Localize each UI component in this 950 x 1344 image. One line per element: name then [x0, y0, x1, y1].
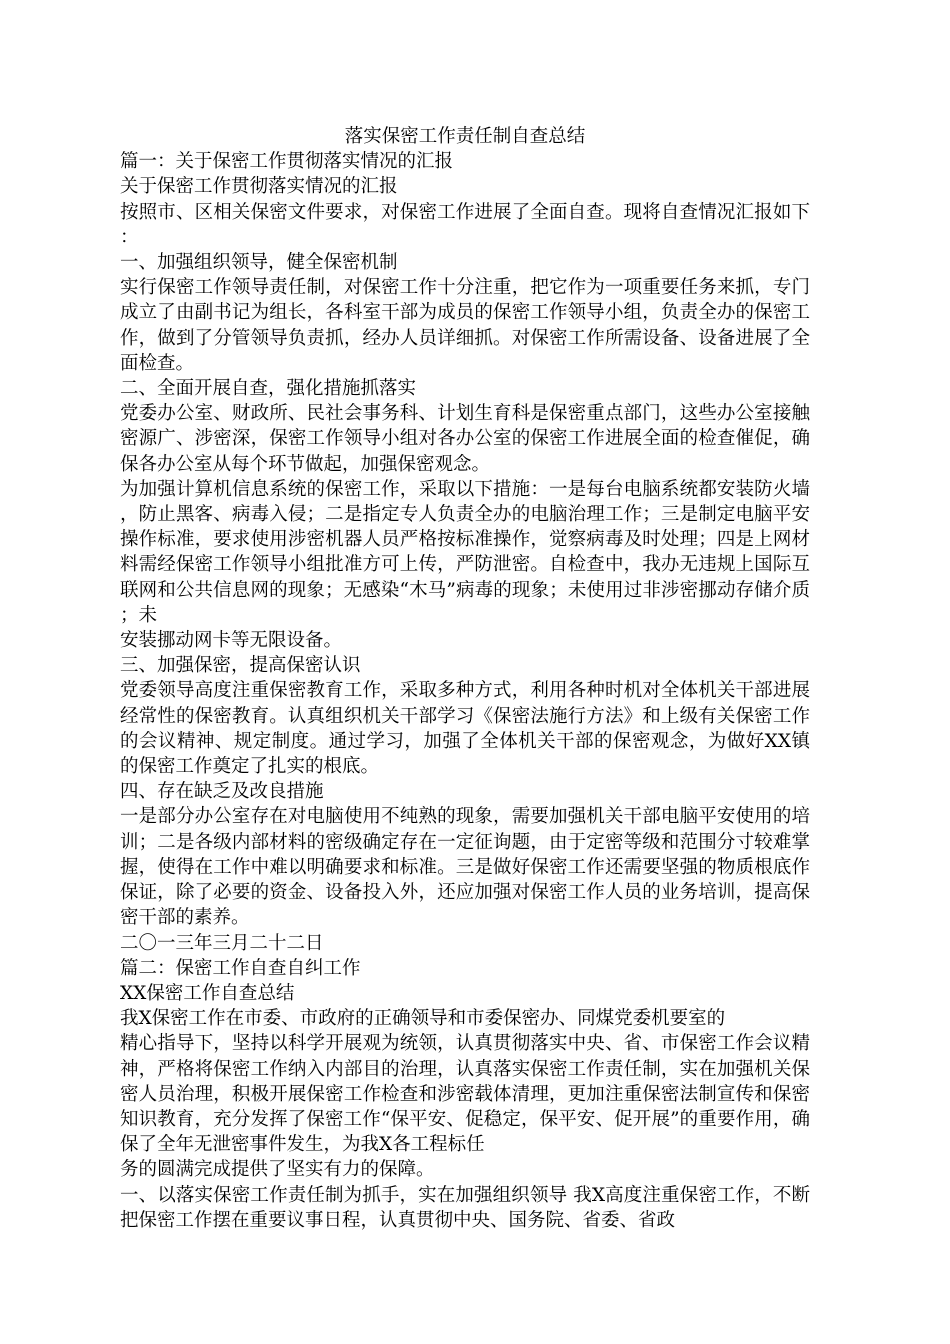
section-heading-4: 四、存在缺乏及改良措施: [120, 781, 324, 803]
paragraph-intro: 按照市、区相关保密文件要求，对保密工作进展了全面自查。现将自查情况汇报如下：: [120, 201, 810, 248]
paragraph-section-1: 实行保密工作领导责任制，对保密工作十分注重，把它作为一项重要任务来抓，专门成立了由副书记为组长，各科室干部为成员的保密工作领导小组，负责全办的保密工作，做到了分管领导负责抓，经办人员详细抓。对保密工作所需设备、设备进展了全面检查。: [120, 277, 810, 374]
section-heading-1: 一、加强组织领导，健全保密机制: [120, 252, 398, 274]
paragraph-report-title: 关于保密工作贯彻落实情况的汇报: [120, 176, 398, 198]
paragraph-section-2c: 安装挪动网卡等无限设备。: [120, 630, 343, 652]
paragraph-part1-heading: 篇一：关于保密工作贯彻落实情况的汇报: [120, 151, 454, 173]
paragraph-section-2a: 党委办公室、财政所、民社会事务科、计划生育科是保密重点部门，这些办公室接触密源广、涉密深，保密工作领导小组对各办公室的保密工作进展全面的检查催促，确保各办公室从每个环节做起，加强保密观念。: [120, 403, 810, 475]
document-title: 落实保密工作责任制自查总结: [344, 126, 586, 147]
paragraph-part2-heading: 篇二：保密工作自查自纠工作: [120, 957, 361, 979]
paragraph-part2-line1: 我X保密工作在市委、市政府的正确领导和市委保密办、同煤党委机要室的: [120, 1008, 726, 1030]
paragraph-part2-end: 务的圆满完成提供了坚实有力的保障。: [120, 1159, 435, 1181]
section-heading-3: 三、加强保密，提高保密认识: [120, 655, 361, 677]
document-page: [120, 124, 810, 1233]
paragraph-section-4: 一是部分办公室存在对电脑使用不纯熟的现象，需要加强机关干部电脑平安使用的培训；二是各级内部材料的密级确定存在一定征询题，由于定密等级和范围分寸较难掌握，使得在工作中难以明确要求和标准。三是做好保密工作还需要坚强的物质根底作保证，除了必要的资金、设备投入外，还应加强对保密工作人员的业务培训，提高保密干部的素养。: [120, 806, 810, 929]
paragraph-part2-body: 精心指导下，坚持以科学开展观为统领，认真贯彻落实中央、省、市保密工作会议精神，严格将保密工作纳入内部目的治理，认真落实保密工作责任制，实在加强机关保密人员治理，积极开展保密工作检查和涉密载体清理，更加注重保密法制宣传和保密知识教育，充分发挥了保密工作“保平安、促稳定，保平安、促开展”的重要作用，确保了全年无泄密事件发生，为我X各工程标任: [120, 1033, 810, 1156]
paragraph-date: 二〇一三年三月二十二日: [120, 932, 324, 954]
paragraph-part2-section-1: 一、以落实保密工作责任制为抓手，实在加强组织领导 我X高度注重保密工作，不断把保密工作摆在重要议事日程，认真贯彻中央、国务院、省委、省政: [120, 1184, 810, 1231]
paragraph-section-3: 党委领导高度注重保密教育工作，采取多种方式，利用各种时机对全体机关干部进展经常性的保密教育。认真组织机关干部学习《保密法施行方法》和上级有关保密工作的会议精神、规定制度。通过学习，加强了全体机关干部的保密观念，为做好XX镇的保密工作奠定了扎实的根底。: [120, 680, 810, 778]
section-heading-2: 二、全面开展自查，强化措施抓落实: [120, 378, 417, 400]
paragraph-part2-title: XX保密工作自查总结: [120, 982, 295, 1004]
paragraph-section-2b: 为加强计算机信息系统的保密工作，采取以下措施：一是每台电脑系统都安装防火墙，防止黑客、病毒入侵；二是指定专人负责全办的电脑治理工作；三是制定电脑平安操作标准，要求使用涉密机器人员严格按标准操作，觉察病毒及时处理；四是上网材料需经保密工作领导小组批准方可上传，严防泄密。自检查中，我办无违规上国际互联网和公共信息网的现象；无感染“木马”病毒的现象；未使用过非涉密挪动存储介质；未: [120, 478, 810, 626]
